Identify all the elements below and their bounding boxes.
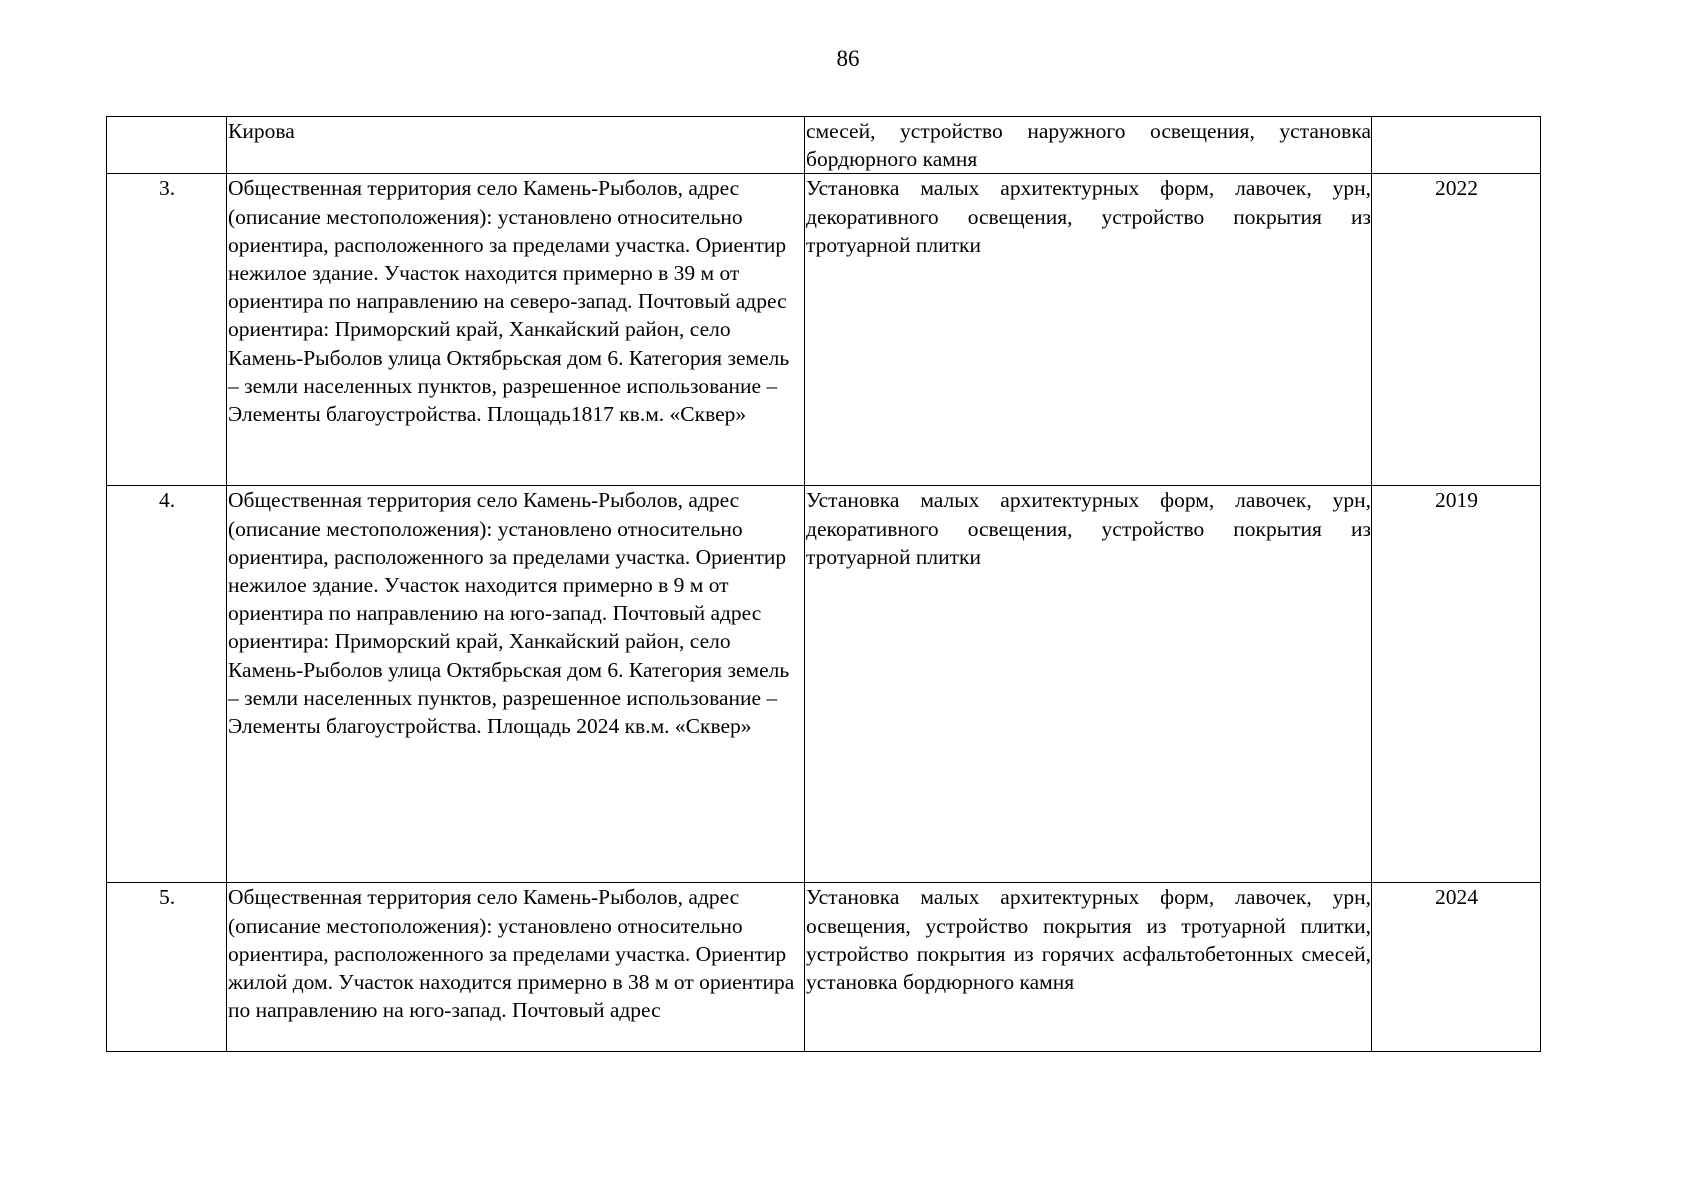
year-cell: 2022 [1372,174,1541,486]
year-cell: 2024 [1372,883,1541,1052]
table-row [107,486,1541,883]
improvement-table [106,116,1541,1052]
territory-address-cell: Общественная территория село Камень-Рыболов, адрес (описание местоположения): установлено относительно ориентира, расположенного за пределами участка. Ориентир нежилое здание. Участок находится примерно в 9 м от ориентира по направлению на юго-запад. Почтовый адрес ориентира: Приморский край, Ханкайский район, село Камень-Рыболов улица Октябрьская дом 6. Категория земель – земли населенных пунктов, разрешенное использование – Элементы благоустройства. Площадь 2024 кв.м. «Сквер» [227,486,805,883]
page-number: 86 [836,46,860,71]
territory-address-cell: Общественная территория село Камень-Рыболов, адрес (описание местоположения): установлено относительно ориентира, расположенного за пределами участка. Ориентир нежилое здание. Участок находится примерно в 39 м от ориентира по направлению на северо-запад. Почтовый адрес ориентира: Приморский край, Ханкайский район, село Камень-Рыболов улица Октябрьская дом 6. Категория земель – земли населенных пунктов, разрешенное использование – Элементы благоустройства. Площадь1817 кв.м. «Сквер» [227,174,805,486]
row-number-cell: 5. [107,883,227,1052]
territory-address-cell: Общественная территория село Камень-Рыболов, адрес (описание местоположения): установлено относительно ориентира, расположенного за пределами участка. Ориентир жилой дом. Участок находится примерно в 38 м от ориентира по направлению на юго-запад. Почтовый адрес [227,883,805,1052]
works-description-cell: смесей, устройство наружного освещения, установка бордюрного камня [805,117,1372,174]
year-cell: 2019 [1372,486,1541,883]
table-row [107,883,1541,1052]
works-description-cell: Установка малых архитектурных форм, лавочек, урн, освещения, устройство покрытия из тротуарной плитки, устройство покрытия из горячих асфальтобетонных смесей, установка бордюрного камня [805,883,1372,1052]
table-row [107,174,1541,486]
works-description-cell: Установка малых архитектурных форм, лавочек, урн, декоративного освещения, устройство покрытия из тротуарной плитки [805,174,1372,486]
works-description-cell: Установка малых архитектурных форм, лавочек, урн, декоративного освещения, устройство покрытия из тротуарной плитки [805,486,1372,883]
row-number-cell [107,117,227,174]
table-row [107,117,1541,174]
row-number-cell: 3. [107,174,227,486]
row-number-cell: 4. [107,486,227,883]
territory-address-cell: Кирова [227,117,805,174]
year-cell [1372,117,1541,174]
